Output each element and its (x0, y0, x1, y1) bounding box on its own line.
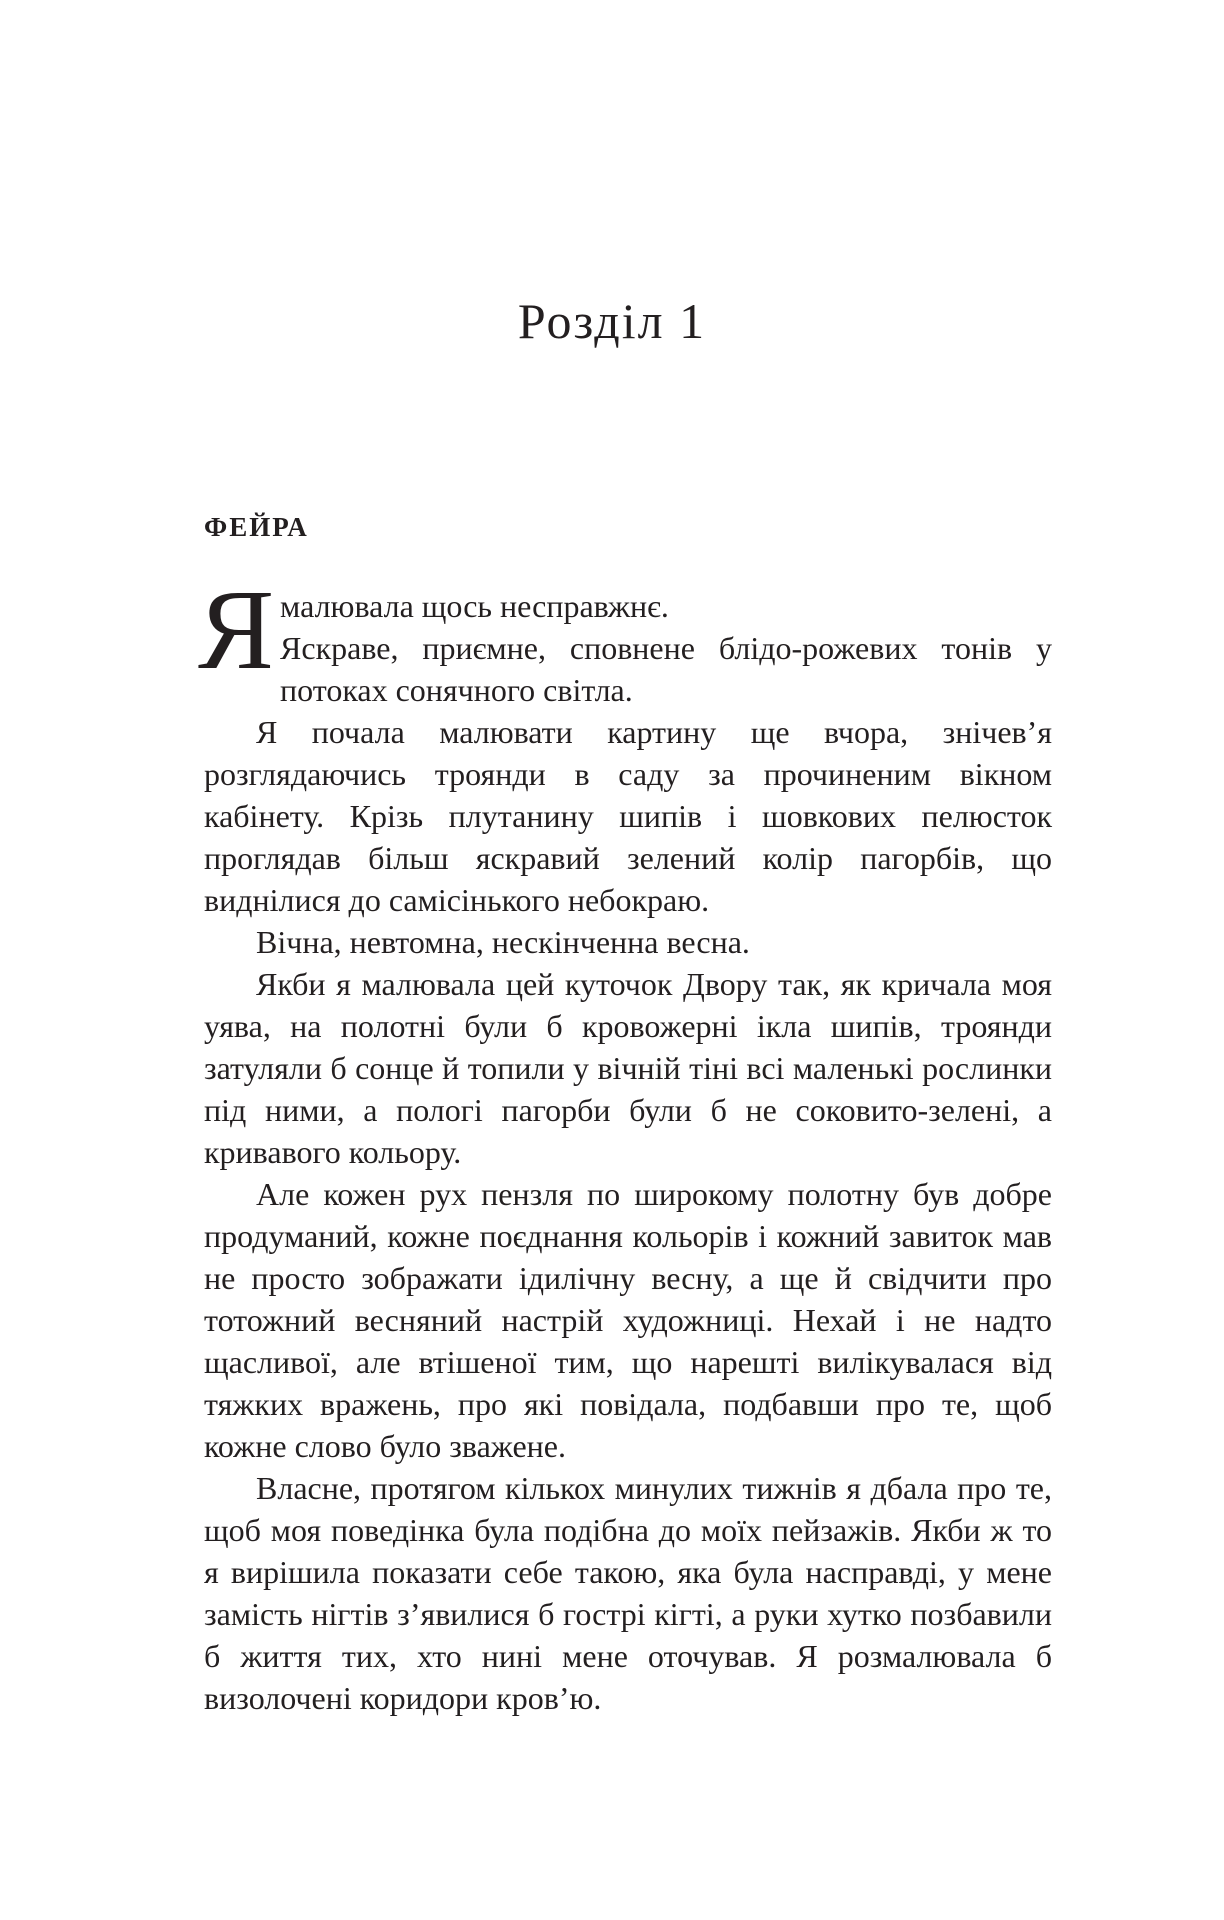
paragraph: Вічна, невтомна, нескінченна весна. (256, 924, 750, 960)
paragraph: Але кожен рух пензля по широкому полотну був добре продуманий, кожне поєднання кольорів і кожний завиток мав не просто зображати ідилічну весну, а ще й свідчити про тотожний весняний настрій художниці. Нехай і не надто щасливої, але втішеної тим, що нарешті вилікувалася від тяжких вражень, про які повідала, подбавши про те, щоб кожне слово було зважене. (204, 1176, 1052, 1464)
paragraph: Власне, протягом кількох минулих тижнів я дбала про те, щоб моя поведінка була подібна до моїх пейзажів. Якби ж то я вирішила показати себе такою, яка була насправді, у мене замість нігтів з’явилися б гострі кігті, а руки хутко позбавили б життя тих, хто нині мене оточував. Я розмалювала б визолочені коридори кров’ю. (204, 1470, 1052, 1716)
paragraph: Яскраве, приємне, сповнене блідо-рожевих тонів у потоках сонячного світла. (280, 630, 1052, 708)
opening-line: малювала щось несправжнє. (280, 588, 669, 624)
opening-paragraph (198, 566, 1052, 711)
pov-heading: ФЕЙРА (204, 512, 309, 542)
paragraph: Я почала малювати картину ще вчора, знічев’я розглядаючись троянди в саду за прочиненим вікном кабінету. Крізь плутанину шипів і шовкових пелюсток проглядав більш яскравий зелений колір пагорбів, що виднілися до самісінького небокраю. (204, 714, 1052, 918)
drop-cap: Я (198, 566, 275, 693)
chapter-body (198, 566, 1052, 1719)
chapter-title: Розділ 1 (517, 293, 707, 349)
paragraph: Якби я малювала цей куточок Двору так, як кричала моя уява, на полотні були б кровожерні ікла шипів, троянди затуляли б сонце й топили у вічній тіні всі маленькі рослинки під ними, а пологі пагорби були б не соковито-зелені, а кривавого кольору. (204, 966, 1052, 1170)
